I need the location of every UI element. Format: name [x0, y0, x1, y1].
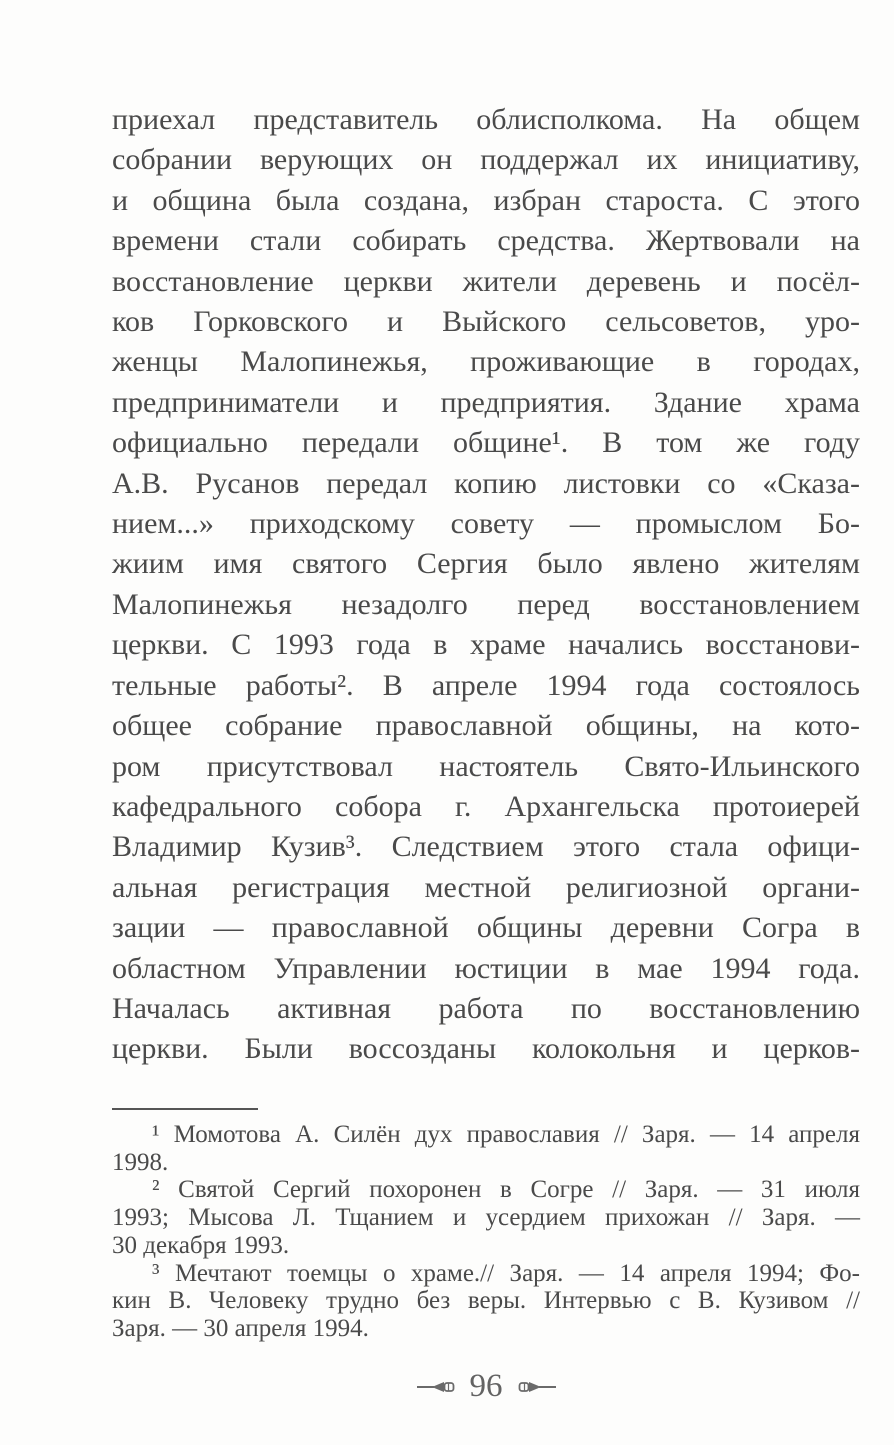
text-line: церкви. Были воссозданы колокольня и церков- [112, 1032, 860, 1066]
text-line: ром присутствовал настоятель Свято-Ильинского [112, 749, 860, 783]
page-number: 96 [469, 1368, 503, 1404]
text-line: приехал представитель облисполкома. На общем [112, 103, 860, 136]
text-line: ков Горковского и Выйского сельсоветов, уро- [112, 305, 860, 339]
footnote [112, 1121, 860, 1176]
footnote [112, 1176, 860, 1259]
text-line: времени стали собирать средства. Жертвовали на [112, 224, 860, 258]
text-line: альная регистрация местной религиозной органи- [112, 870, 860, 904]
text-line: жиим имя святого Сергия было явлено жителям [112, 547, 860, 581]
text-line: церкви. С 1993 года в храме начались восстанови- [112, 628, 860, 662]
text-line: ² Святой Сергий похоронен в Согре // Заря. — 31 июля [152, 1176, 860, 1204]
text-line: Владимир Кузив³. Следствием этого стала офици- [112, 830, 860, 864]
text-line: А.В. Русанов передал копию листовки со «Сказа- [112, 466, 860, 500]
text-line: Началась активная работа по восстановлению [112, 991, 860, 1025]
text-line: ¹ Момотова А. Силён дух православия // Заря. — 14 апреля [152, 1121, 860, 1148]
text-line: 1998. [112, 1148, 169, 1176]
text-line: зации — православной общины деревни Согра в [112, 911, 860, 945]
tailed-arrow-ornament-left-icon [417, 1379, 455, 1395]
text-line: общее собрание православной общины, на кото- [112, 709, 860, 743]
page-footer [112, 1370, 860, 1403]
text-line: тельные работы². В апреле 1994 года состоялось [112, 668, 860, 702]
text-line: кин В. Человеку трудно без веры. Интервью с В. Кузивом // [112, 1287, 860, 1315]
text-line: нием...» приходскому совету — промыслом Бо- [112, 507, 860, 541]
text-line: Малопинежья незадолго перед восстановлением [112, 587, 860, 621]
text-line: предприниматели и предприятия. Здание храма [112, 385, 860, 419]
main-text [112, 100, 860, 1070]
text-line: Заря. — 30 апреля 1994. [112, 1314, 369, 1342]
text-line: областном Управлении юстиции в мае 1994 года. [112, 951, 860, 985]
tailed-arrow-ornament-right-icon [518, 1379, 556, 1395]
text-line: 1993; Мысова Л. Тщанием и усердием прихожан // Заря. — [112, 1204, 860, 1232]
footnote [112, 1260, 860, 1343]
text-line: восстановление церкви жители деревень и посёл- [112, 264, 860, 298]
text-line: собрании верующих он поддержал их инициативу, [112, 143, 860, 177]
text-line: женцы Малопинежья, проживающие в городах, [112, 345, 860, 379]
text-line: ³ Мечтают тоемцы о храме.// Заря. — 14 апреля 1994; Фо- [152, 1259, 860, 1287]
footnote-separator [112, 1108, 258, 1110]
text-line: кафедрального собора г. Архангельска протоиерей [112, 789, 860, 823]
text-line: и община была создана, избран староста. С этого [112, 183, 860, 217]
text-line: 30 декабря 1993. [112, 1231, 290, 1259]
footnotes [112, 1121, 860, 1343]
text-line: официально передали общине¹. В том же году [112, 426, 860, 460]
